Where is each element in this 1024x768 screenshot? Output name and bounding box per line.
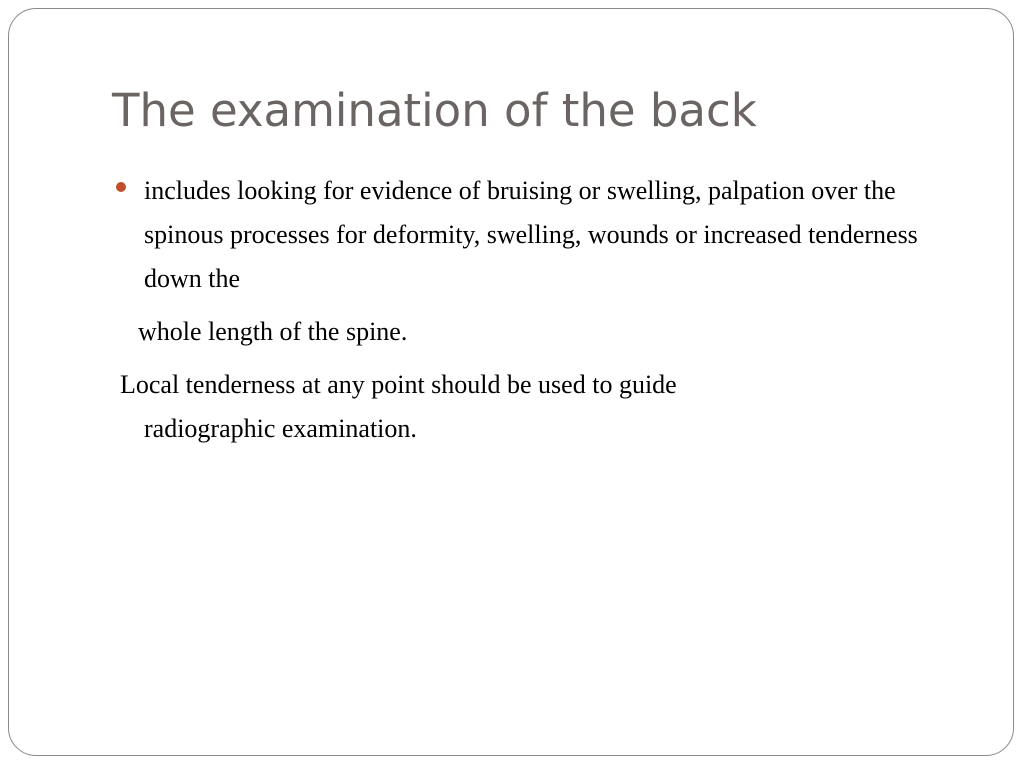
slide-title: The examination of the back	[112, 84, 757, 137]
paragraph-local-tenderness	[120, 363, 840, 451]
bullet-text: includes looking for evidence of bruising or swelling, palpation over the spinous processes for deformity, swelling, wounds or increased tenderness down the	[144, 176, 918, 293]
paragraph-line-2: radiographic examination.	[144, 414, 417, 443]
continuation-text: whole length of the spine.	[138, 317, 408, 346]
bullet-dot-icon	[116, 182, 126, 192]
paragraph-line-1: Local tenderness at any point should be used to guide	[120, 370, 677, 399]
